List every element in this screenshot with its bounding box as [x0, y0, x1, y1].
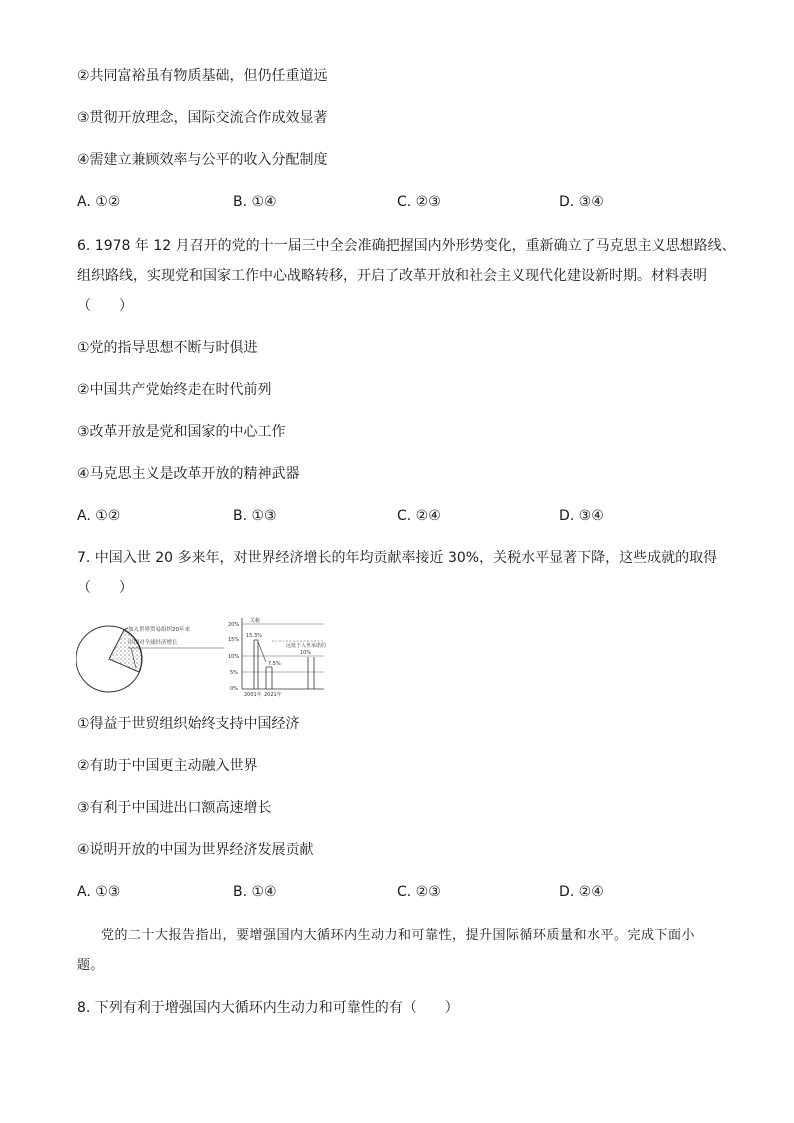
q6-option-c[interactable]: C. ②④ [397, 508, 441, 524]
bar-2021 [266, 667, 272, 689]
bar-value-2021: 7.5% [268, 661, 281, 667]
year-2001: 2001年 [244, 692, 262, 698]
q7-option-c[interactable]: C. ②③ [397, 884, 441, 900]
q7-statement-2: ②有助于中国更主动融入世界 [77, 758, 258, 774]
tick-10: 10% [228, 654, 240, 660]
q6-option-b[interactable]: B. ①③ [233, 508, 277, 524]
passage-line-2: 题。 [77, 958, 105, 973]
q6-statement-3: ③改革开放是党和国家的中心工作 [77, 424, 286, 440]
q5-statement-3: ③贯彻开放理念，国际交流合作成效显著 [77, 110, 328, 126]
q6-statement-2: ②中国共产党始终走在时代前列 [77, 382, 272, 398]
q5-statement-2: ②共同富裕虽有物质基础，但仍任重道远 [77, 68, 328, 84]
q6-answer-paren: （ ） [77, 298, 133, 314]
q7-stem: 7. 中国入世 20 多来年，对世界经济增长的年均贡献率接近 30%，关税水平显著下降，这些成就的取得 [77, 550, 718, 566]
passage-line-1: 党的二十大报告指出，要增强国内大循环内生动力和可靠性，提升国际循环质量和水平。完成下面小 [101, 928, 696, 943]
tick-0: 0% [230, 686, 238, 692]
bar-note-value: 10% [300, 650, 312, 656]
q6-statement-4: ④马克思主义是改革开放的精神武器 [77, 466, 300, 482]
bar-top-label: 关税 [250, 618, 261, 624]
pie-label-2: 中国对全球经济增长 [128, 640, 178, 646]
bar-note: 远低于入世承诺的 [286, 643, 327, 649]
q7-option-d[interactable]: D. ②④ [559, 884, 604, 900]
q5-option-c[interactable]: C. ②③ [397, 194, 441, 210]
q6-option-a[interactable]: A. ①② [77, 508, 121, 524]
q7-tariff-chart [228, 614, 330, 700]
q7-pie-figure [76, 614, 226, 700]
q5-option-b[interactable]: B. ①④ [233, 194, 277, 210]
bar-value-2001: 15.3% [246, 633, 262, 639]
q7-option-a[interactable]: A. ①③ [77, 884, 121, 900]
q7-answer-paren: （ ） [77, 580, 133, 596]
bar-2001 [254, 640, 258, 689]
year-2021: 2021年 [264, 692, 282, 698]
pie-label-1: 加入世界贸易组织20年来 [128, 627, 190, 633]
q8-stem: 8. 下列有利于增强国内大循环内生动力和可靠性的有（ ） [77, 1000, 459, 1016]
tick-5: 5% [230, 670, 238, 676]
q7-statement-4: ④说明开放的中国为世界经济发展贡献 [77, 842, 314, 858]
q7-statement-3: ③有利于中国进出口额高速增长 [77, 800, 272, 816]
q7-option-b[interactable]: B. ①④ [233, 884, 277, 900]
q7-statement-1: ①得益于世贸组织始终支持中国经济 [77, 716, 300, 732]
tick-20: 20% [228, 622, 240, 628]
q6-option-d[interactable]: D. ③④ [559, 508, 604, 524]
bar-commitment [308, 657, 314, 689]
q5-option-d[interactable]: D. ③④ [559, 194, 604, 210]
q6-stem-line-2: 组织路线，实现党和国家工作中心战略转移，开启了改革开放和社会主义现代化建设新时期。材料表明 [77, 268, 707, 284]
q5-option-a[interactable]: A. ①② [77, 194, 121, 210]
q5-statement-4: ④需建立兼顾效率与公平的收入分配制度 [77, 152, 328, 168]
tick-15: 15% [228, 637, 240, 643]
q6-statement-1: ①党的指导思想不断与时俱进 [77, 340, 258, 356]
q6-stem-line-1: 6. 1978 年 12 月召开的党的十一届三中全会准确把握国内外形势变化，重新确立了马克思主义思想路线、 [77, 238, 736, 254]
